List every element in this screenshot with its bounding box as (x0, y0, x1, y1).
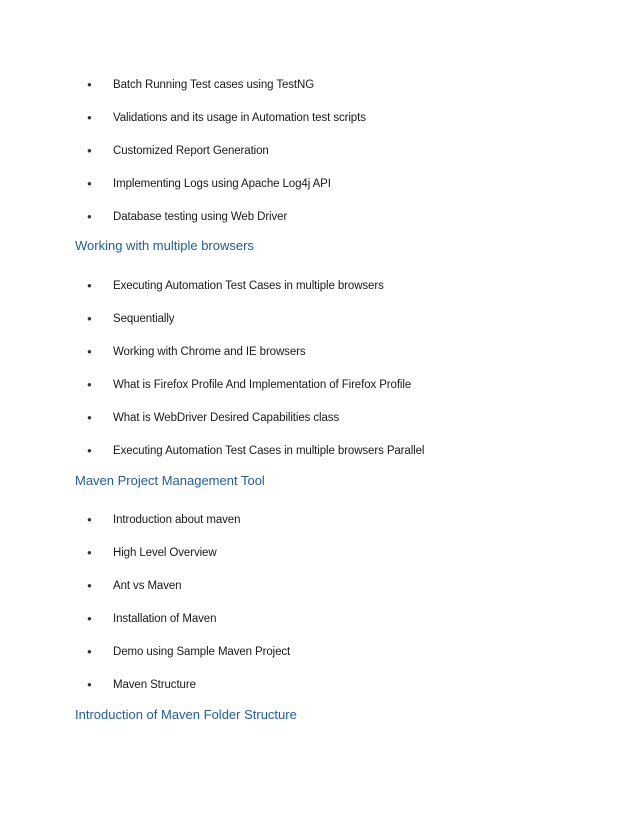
bullet-text: Validations and its usage in Automation test scripts (113, 112, 366, 124)
bullet-text: Working with Chrome and IE browsers (113, 346, 306, 358)
bullet-text: Maven Structure (113, 679, 196, 691)
bullet-icon: ● (87, 446, 92, 455)
bullet-icon: ● (87, 380, 92, 389)
bullet-text: Executing Automation Test Cases in multiple browsers Parallel (113, 445, 425, 457)
bullet-icon: ● (87, 680, 92, 689)
bullet-text: Sequentially (113, 313, 175, 325)
bullet-text: What is Firefox Profile And Implementation of Firefox Profile (113, 379, 412, 391)
bullet-text: What is WebDriver Desired Capabilities class (113, 412, 340, 424)
bullet-icon: ● (87, 314, 92, 323)
section-heading-maven: Maven Project Management Tool (75, 473, 265, 488)
bullet-text: Batch Running Test cases using TestNG (113, 79, 315, 91)
bullet-icon: ● (87, 581, 92, 590)
bullet-icon: ● (87, 113, 92, 122)
bullet-icon: ● (87, 647, 92, 656)
bullet-text: Database testing using Web Driver (113, 211, 288, 223)
bullet-text: Executing Automation Test Cases in multiple browsers (113, 280, 384, 292)
bullet-icon: ● (87, 146, 92, 155)
bullet-icon: ● (87, 413, 92, 422)
bullet-icon: ● (87, 347, 92, 356)
bullet-icon: ● (87, 80, 92, 89)
bullet-icon: ● (87, 614, 92, 623)
section-heading-maven-folder: Introduction of Maven Folder Structure (75, 707, 297, 722)
bullet-icon: ● (87, 548, 92, 557)
bullet-text: Introduction about maven (113, 514, 241, 526)
bullet-icon: ● (87, 281, 92, 290)
bullet-text: Implementing Logs using Apache Log4j API (113, 178, 331, 190)
bullet-text: Customized Report Generation (113, 145, 269, 157)
section-heading-browsers: Working with multiple browsers (75, 238, 254, 253)
bullet-icon: ● (87, 179, 92, 188)
bullet-icon: ● (87, 212, 92, 221)
bullet-text: Ant vs Maven (113, 580, 182, 592)
bullet-icon: ● (87, 515, 92, 524)
bullet-text: High Level Overview (113, 547, 217, 559)
bullet-text: Installation of Maven (113, 613, 217, 625)
bullet-text: Demo using Sample Maven Project (113, 646, 291, 658)
